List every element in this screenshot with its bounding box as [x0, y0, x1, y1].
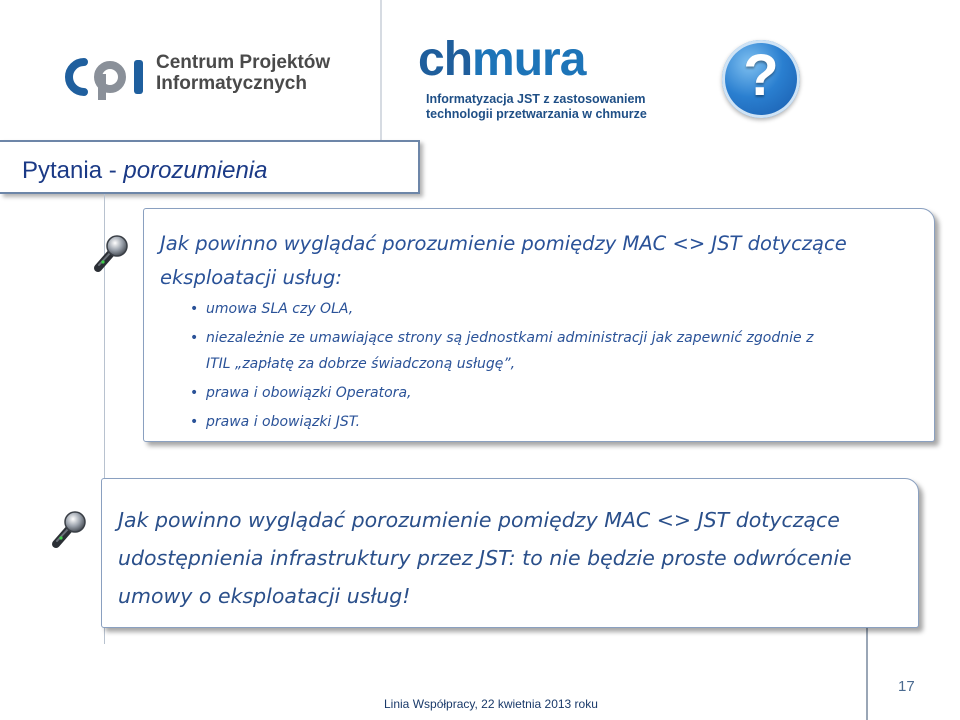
question-box-2 — [101, 478, 919, 628]
bullet-text: prawa i obowiązki JST. — [206, 414, 361, 430]
chmura-logo — [418, 33, 648, 122]
microphone-icon — [88, 232, 132, 276]
chmura-wordmark — [418, 32, 585, 87]
bullet-dot-icon: • — [190, 414, 199, 430]
bullet-text: umowa SLA czy OLA, — [206, 301, 354, 317]
bullet-item — [190, 324, 926, 353]
bullet-item — [190, 408, 926, 437]
cpi-logo-mark — [62, 54, 152, 100]
bullet-dot-icon: • — [190, 330, 199, 346]
footer-text: Linia Współpracy, 22 kwietnia 2013 roku — [384, 697, 598, 711]
slide-title-box — [0, 140, 420, 194]
bullet-item-continuation — [206, 350, 926, 379]
header-divider — [380, 0, 382, 140]
question-mark-glyph: ? — [743, 43, 779, 108]
bullet-item — [190, 379, 926, 408]
cpi-logo — [62, 50, 342, 105]
question-box-1 — [143, 208, 935, 442]
chmura-wordmark-rest: mura — [472, 33, 586, 86]
chmura-subtitle — [426, 92, 647, 122]
bullet-text: ITIL „zapłatę za dobrze świadczoną usługę”, — [206, 356, 516, 372]
question-1-bullets — [190, 295, 926, 437]
question-2-text: Jak powinno wyglądać porozumienie pomiędzy MAC <> JST dotyczące udostępnienia infrastruktury przez JST: to nie będzie proste odwrócenie umowy o eksploatacji usług! — [118, 508, 852, 608]
slide-title — [22, 157, 267, 185]
question-1-text: Jak powinno wyglądać porozumienie pomiędzy MAC <> JST dotyczące eksploatacji usług: — [160, 232, 847, 289]
bullet-item — [190, 295, 926, 324]
microphone-icon — [46, 508, 90, 552]
cpi-name-line2: Informatycznych — [156, 73, 307, 94]
chmura-subtitle-line1: Informatyzacja JST z zastosowaniem — [426, 92, 646, 106]
chmura-wordmark-ch: ch — [418, 33, 473, 86]
cpi-name — [156, 52, 330, 94]
slide-title-plain: Pytania - — [22, 157, 124, 184]
question-mark-icon — [722, 40, 800, 118]
cpi-name-line1: Centrum Projektów — [156, 52, 331, 73]
chmura-subtitle-line2: technologii przetwarzania w chmurze — [426, 107, 647, 121]
slide-title-italic: porozumienia — [123, 157, 268, 184]
guide-line-right — [866, 628, 868, 720]
bullet-dot-icon: • — [190, 385, 199, 401]
bullet-text: prawa i obowiązki Operatora, — [206, 385, 412, 401]
page-number: 17 — [898, 678, 915, 695]
bullet-dot-icon: • — [190, 301, 199, 317]
bullet-text: niezależnie ze umawiające strony są jednostkami administracji jak zapewnić zgodnie z — [206, 330, 814, 346]
header — [0, 0, 960, 140]
